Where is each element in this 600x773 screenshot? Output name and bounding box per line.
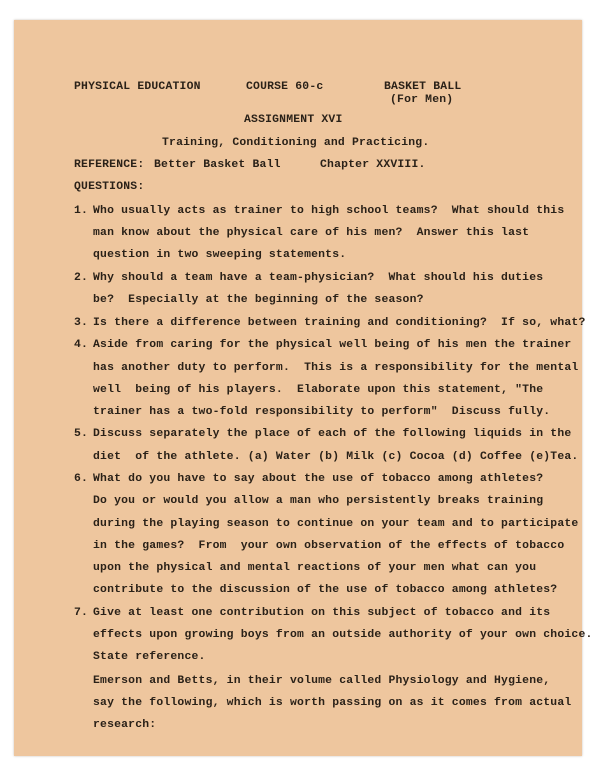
question-line: has another duty to perform. This is a responsibility for the mental: [93, 362, 579, 374]
question-number: 5.: [74, 428, 89, 440]
reference-book: Better Basket Ball: [154, 159, 281, 171]
question-line: State reference.: [93, 651, 206, 663]
question-number: 2.: [74, 272, 89, 284]
question-line: Is there a difference between training and conditioning? If so, what?: [93, 317, 586, 329]
assignment-title: ASSIGNMENT XVI: [244, 114, 343, 126]
audience-note: (For Men): [390, 94, 454, 106]
question-line: contribute to the discussion of the use of tobacco among athletes?: [93, 584, 558, 596]
assignment-subtitle: Training, Conditioning and Practicing.: [162, 137, 430, 149]
question-line: Give at least one contribution on this subject of tobacco and its: [93, 607, 551, 619]
closing-line: say the following, which is worth passing on as it comes from actual: [93, 697, 572, 709]
question-number: 7.: [74, 607, 89, 619]
question-line: Do you or would you allow a man who persistently breaks training: [93, 495, 544, 507]
question-line: effects upon growing boys from an outside authority of your own choice.: [93, 629, 593, 641]
question-number: 1.: [74, 205, 89, 217]
reference-label: REFERENCE:: [74, 159, 145, 171]
sport-title: BASKET BALL: [384, 81, 462, 93]
question-line: well being of his players. Elaborate upon this statement, "The: [93, 384, 544, 396]
question-line: question in two sweeping statements.: [93, 249, 347, 261]
department-heading: PHYSICAL EDUCATION: [74, 81, 201, 93]
reference-chapter: Chapter XXVIII.: [320, 159, 426, 171]
question-line: in the games? From your own observation of the effects of tobacco: [93, 540, 565, 552]
course-number: COURSE 60-c: [246, 81, 324, 93]
question-line: Discuss separately the place of each of the following liquids in the: [93, 428, 572, 440]
question-line: during the playing season to continue on your team and to participate: [93, 518, 579, 530]
question-line: diet of the athlete. (a) Water (b) Milk (c) Cocoa (d) Coffee (e)Tea.: [93, 451, 579, 463]
closing-line: research:: [93, 719, 157, 731]
closing-line: Emerson and Betts, in their volume called Physiology and Hygiene,: [93, 675, 551, 687]
question-line: Why should a team have a team-physician? What should his duties: [93, 272, 544, 284]
question-line: Who usually acts as trainer to high school teams? What should this: [93, 205, 565, 217]
question-line: upon the physical and mental reactions of your men what can you: [93, 562, 537, 574]
question-number: 3.: [74, 317, 89, 329]
questions-label: QUESTIONS:: [74, 181, 145, 193]
question-number: 6.: [74, 473, 89, 485]
question-line: trainer has a two-fold responsibility to perform" Discuss fully.: [93, 406, 551, 418]
question-number: 4.: [74, 339, 89, 351]
question-line: What do you have to say about the use of tobacco among athletes?: [93, 473, 544, 485]
question-line: man know about the physical care of his men? Answer this last: [93, 227, 530, 239]
question-line: be? Especially at the beginning of the season?: [93, 294, 424, 306]
question-line: Aside from caring for the physical well being of his men the trainer: [93, 339, 572, 351]
